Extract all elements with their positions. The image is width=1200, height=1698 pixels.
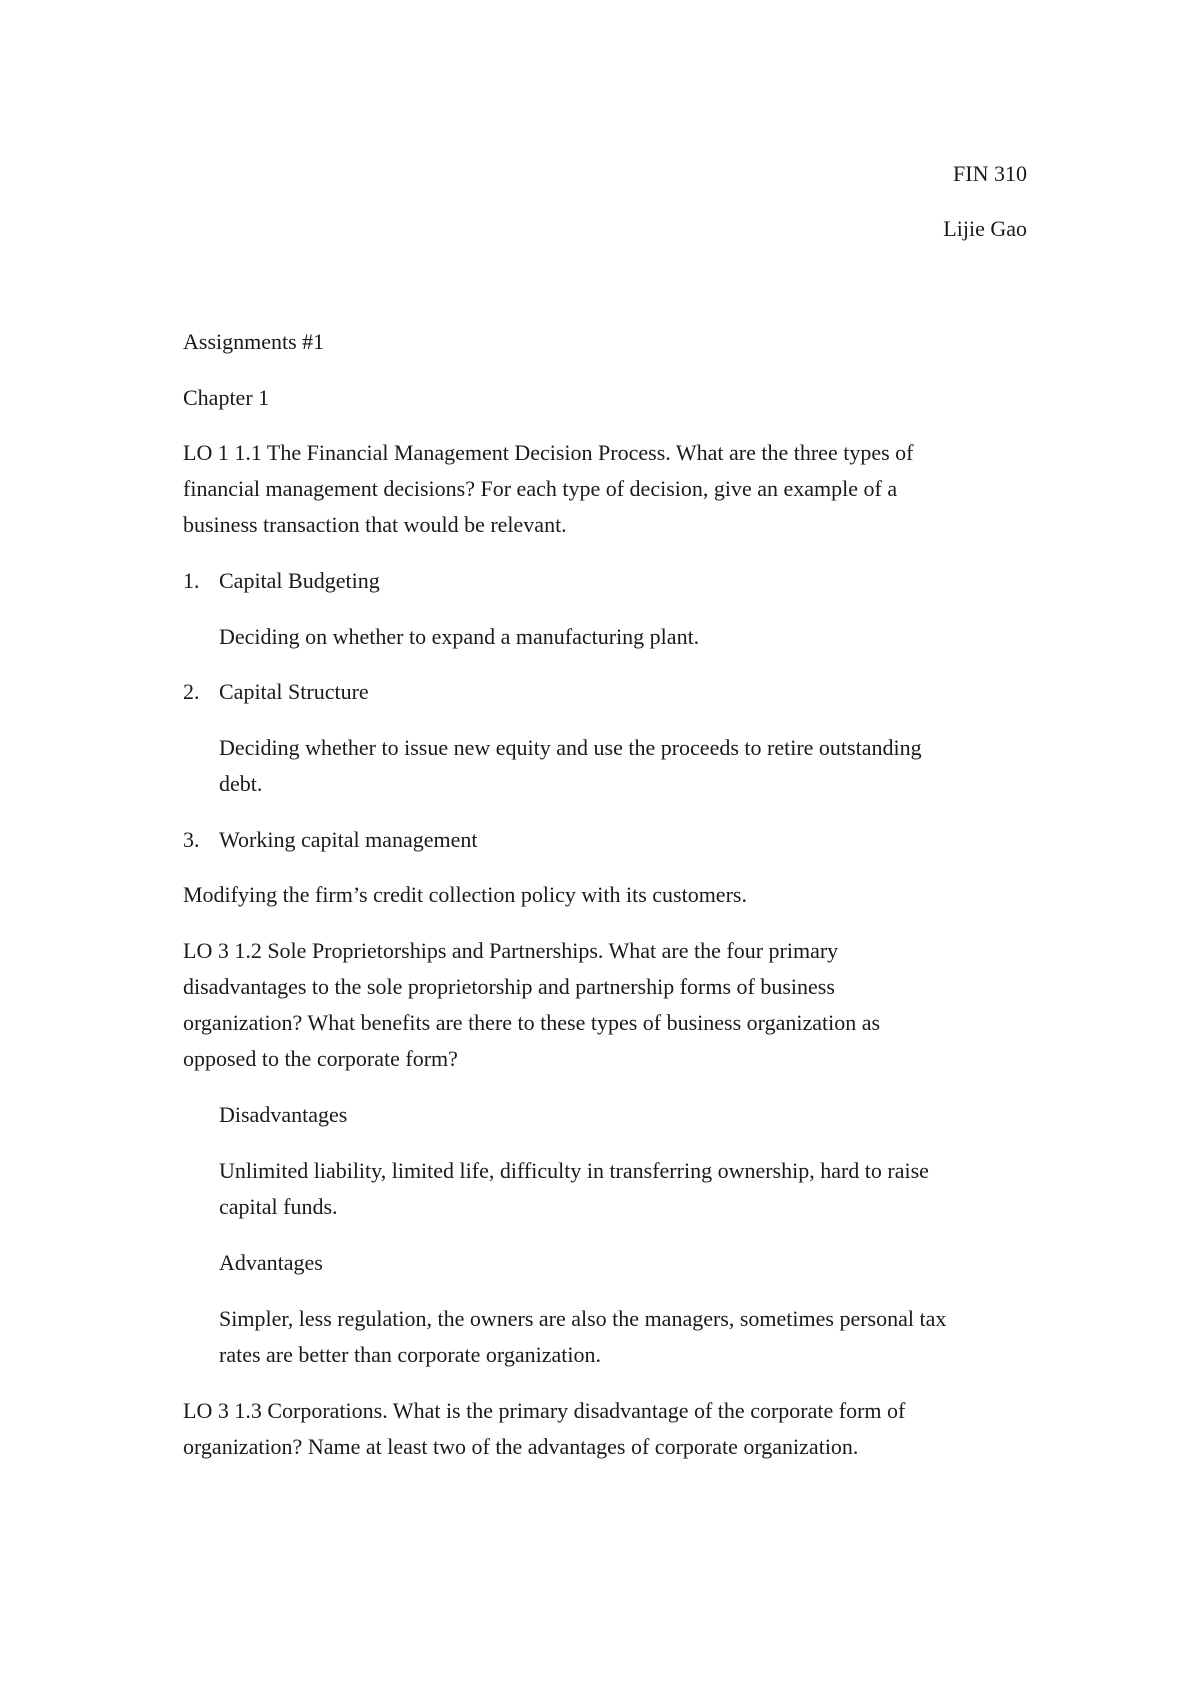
question-2-line-3: organization? What benefits are there to these types of business organization as (183, 1010, 881, 1035)
answer-working-capital: Modifying the firm’s credit collection policy with its customers. (183, 882, 747, 907)
disadvantages-line-1: Unlimited liability, limited life, difficulty in transferring ownership, hard to raise (219, 1158, 929, 1183)
advantages-label: Advantages (219, 1250, 323, 1275)
question-2-line-4: opposed to the corporate form? (183, 1046, 458, 1071)
question-1-line-1: LO 1 1.1 The Financial Management Decision Process. What are the three types of (183, 440, 914, 465)
disadvantages-line-2: capital funds. (219, 1194, 338, 1219)
list-number-3: 3. (183, 827, 200, 852)
advantages-line-1: Simpler, less regulation, the owners are also the managers, sometimes personal tax (219, 1306, 947, 1331)
list-item-capital-structure: Capital Structure (219, 679, 369, 704)
list-item-working-capital: Working capital management (219, 827, 478, 852)
assignment-title: Assignments #1 (183, 329, 325, 354)
answer-capital-structure-line-2: debt. (219, 771, 263, 796)
course-code: FIN 310 (953, 161, 1027, 186)
list-number-1: 1. (183, 568, 200, 593)
advantages-line-2: rates are better than corporate organization. (219, 1342, 601, 1367)
answer-capital-budgeting: Deciding on whether to expand a manufacturing plant. (219, 624, 700, 649)
chapter-heading: Chapter 1 (183, 385, 270, 410)
question-3-line-1: LO 3 1.3 Corporations. What is the primary disadvantage of the corporate form of (183, 1398, 906, 1423)
author-name: Lijie Gao (943, 216, 1027, 241)
question-2-line-1: LO 3 1.2 Sole Proprietorships and Partnerships. What are the four primary (183, 938, 839, 963)
list-item-capital-budgeting: Capital Budgeting (219, 568, 380, 593)
question-2-line-2: disadvantages to the sole proprietorship and partnership forms of business (183, 974, 835, 999)
question-3-line-2: organization? Name at least two of the advantages of corporate organization. (183, 1434, 859, 1459)
answer-capital-structure-line-1: Deciding whether to issue new equity and use the proceeds to retire outstanding (219, 735, 922, 760)
question-1-line-3: business transaction that would be relevant. (183, 512, 567, 537)
question-1-line-2: financial management decisions? For each type of decision, give an example of a (183, 476, 898, 501)
list-number-2: 2. (183, 679, 200, 704)
disadvantages-label: Disadvantages (219, 1102, 348, 1127)
